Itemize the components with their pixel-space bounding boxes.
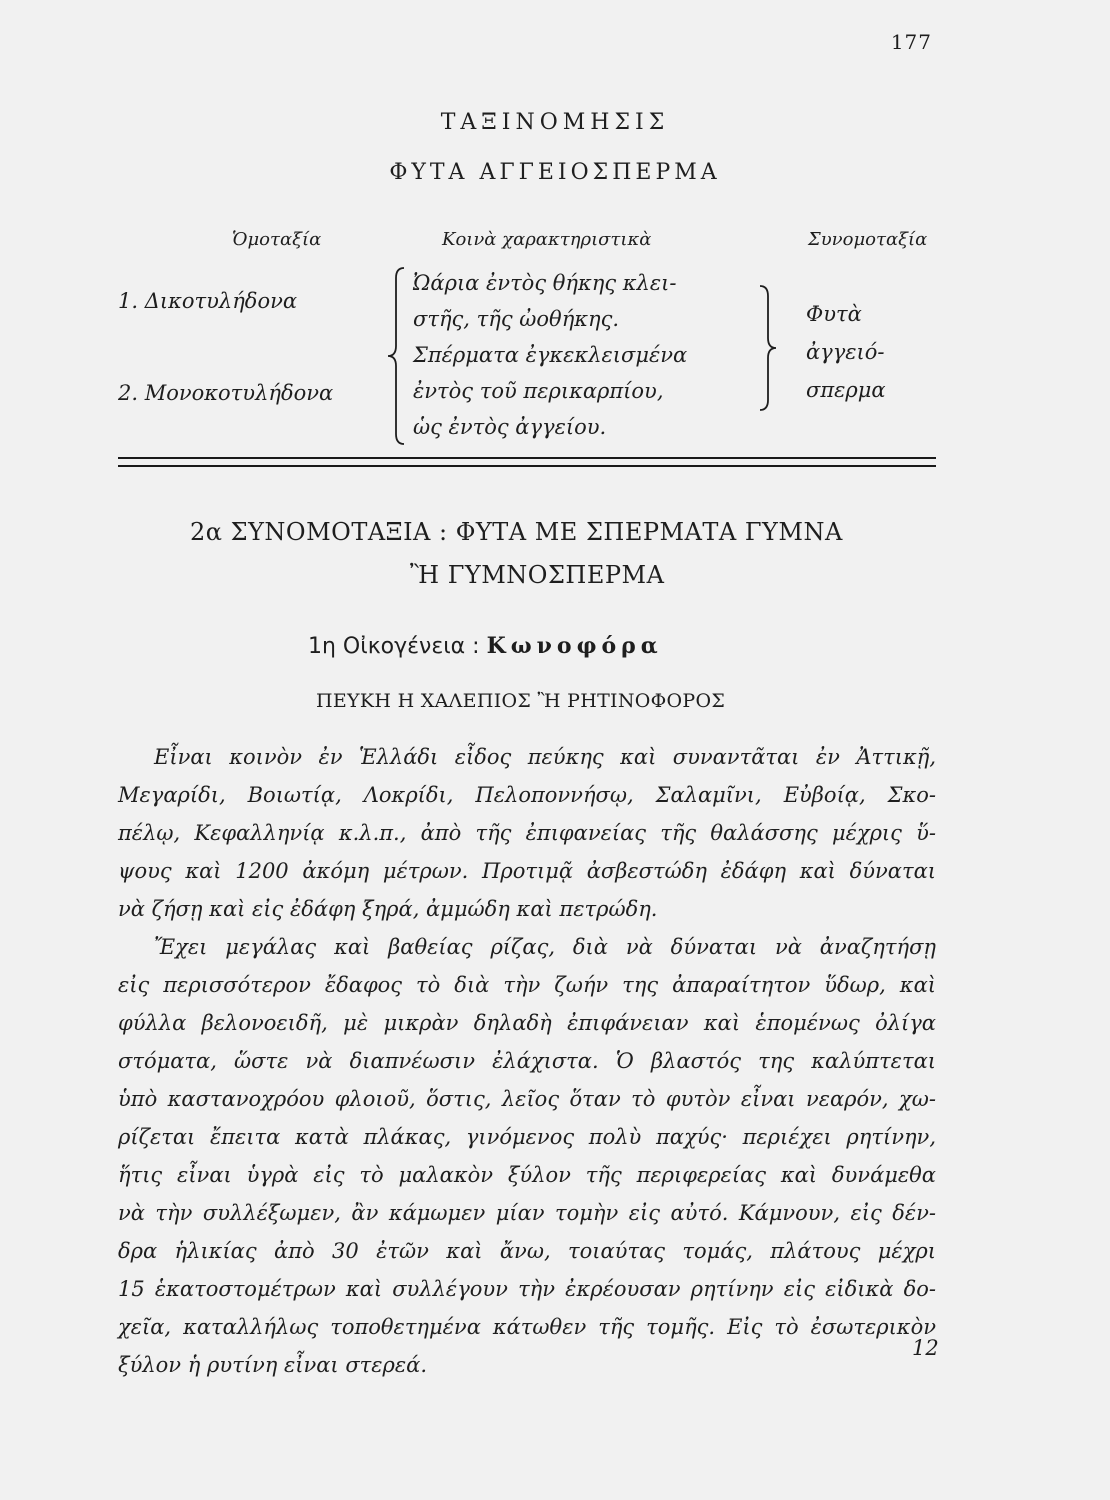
column-header-class: Ὁμοταξία	[232, 229, 322, 250]
divider-rule	[118, 465, 936, 467]
divider-rule	[118, 457, 936, 459]
class-dicotyledons: 1. Δικοτυλήδονα	[118, 289, 298, 313]
family-prefix: 1η Οἰκογένεια :	[308, 634, 480, 659]
body-line: εἰς περισσότερον ἔδαφος τὸ διὰ τὴν ζωήν της ἀπαραίτητον ὕδωρ, καὶ	[118, 973, 936, 997]
body-line: νὰ τὴν συλλέξωμεν, ἂν κάμωμεν μίαν τομὴν εἰς αὐτό. Κάμνουν, εἰς δέν-	[118, 1201, 936, 1225]
body-line: 15 ἑκατοστομέτρων καὶ συλλέγουν τὴν ἐκρέουσαν ρητίνην εἰς εἰδικὰ δο-	[118, 1277, 936, 1301]
characteristic-line: στῆς, τῆς ὠοθήκης.	[413, 307, 620, 331]
family-heading	[308, 633, 663, 659]
body-line: ἥτις εἶναι ὑγρὰ εἰς τὸ μαλακὸν ξύλον τῆς περιφερείας καὶ δυνάμεθα	[118, 1163, 936, 1187]
section-heading-line2: Ἢ ΓΥΜΝΟΣΠΕΡΜΑ	[410, 561, 665, 589]
body-line: ὑπὸ καστανοχρόου φλοιοῦ, ὅστις, λεῖος ὅταν τὸ φυτὸν εἶναι νεαρόν, χω-	[118, 1087, 936, 1111]
body-line: ρίζεται ἔπειτα κατὰ πλάκας, γινόμενος πολὺ παχύς· περιέχει ρητίνην,	[118, 1125, 936, 1149]
page-number: 177	[890, 30, 932, 54]
right-brace-icon	[756, 284, 780, 412]
family-name: Κωνοφόρα	[486, 633, 663, 659]
body-line: Μεγαρίδι, Βοιωτίᾳ, Λοκρίδι, Πελοποννήσῳ, Σαλαμῖνι, Εὐβοίᾳ, Σκο-	[118, 783, 936, 807]
characteristic-line: Ὠάρια ἐντὸς θήκης κλει-	[413, 271, 677, 295]
body-line: νὰ ζήσῃ καὶ εἰς ἐδάφη ξηρά, ἀμμώδη καὶ πετρώδη.	[118, 897, 658, 921]
division-label	[806, 295, 886, 409]
section-heading-line1: 2α ΣΥΝΟΜΟΤΑΞΙΑ : ΦΥΤΑ ΜΕ ΣΠΕΡΜΑΤΑ ΓΥΜΝΑ	[190, 518, 843, 546]
division-line: σπερμα	[806, 378, 886, 402]
body-text	[118, 738, 936, 1384]
division-line: ἀγγειό-	[806, 340, 885, 364]
column-header-division: Συνομοταξία	[808, 229, 928, 250]
body-line: δρα ἡλικίας ἀπὸ 30 ἐτῶν καὶ ἄνω, τοιαύτας τομάς, πλάτους μέχρι	[118, 1239, 936, 1263]
body-line: ψους καὶ 1200 ἀκόμη μέτρων. Προτιμᾷ ἀσβεστώδη ἐδάφη καὶ δύναται	[118, 859, 936, 883]
column-header-characteristics: Κοινὰ χαρακτηριστικὰ	[442, 229, 652, 250]
body-line: πέλῳ, Κεφαλληνίᾳ κ.λ.π., ἀπὸ τῆς ἐπιφανείας τῆς θαλάσσης μέχρις ὕ-	[118, 821, 936, 845]
species-title: ΠΕΥΚΗ Η ΧΑΛΕΠΙΟΣ Ἢ ΡΗΤΙΝΟΦΟΡΟΣ	[316, 690, 726, 712]
common-characteristics	[413, 265, 687, 445]
body-line: Εἶναι κοινὸν ἐν Ἑλλάδι εἶδος πεύκης καὶ συναντᾶται ἐν Ἀττικῇ,	[154, 745, 936, 769]
page-subtitle: ΦΥΤΑ ΑΓΓΕΙΟΣΠΕΡΜΑ	[389, 160, 721, 185]
characteristic-line: Σπέρματα ἐγκεκλεισμένα	[413, 343, 688, 367]
signature-mark: 12	[912, 1336, 939, 1360]
characteristic-line: ὡς ἐντὸς ἀγγείου.	[413, 415, 607, 439]
class-monocotyledons: 2. Μονοκοτυλήδονα	[118, 381, 334, 405]
body-line: στόματα, ὥστε νὰ διαπνέωσιν ἐλάχιστα. Ὁ βλαστός της καλύπτεται	[118, 1049, 936, 1073]
left-brace-icon	[384, 266, 408, 446]
characteristic-line: ἐντὸς τοῦ περικαρπίου,	[413, 379, 664, 403]
body-line: ξύλον ἡ ρυτίνη εἶναι στερεά.	[118, 1353, 428, 1377]
body-line: Ἔχει μεγάλας καὶ βαθείας ρίζας, διὰ νὰ δύναται νὰ ἀναζητήσῃ	[154, 935, 936, 959]
division-line: Φυτὰ	[806, 302, 862, 326]
body-line: χεῖα, καταλλήλως τοποθετημένα κάτωθεν τῆς τομῆς. Εἰς τὸ ἐσωτερικὸν	[118, 1315, 936, 1339]
page-title: ΤΑΞΙΝΟΜΗΣΙΣ	[440, 110, 670, 135]
body-line: φύλλα βελονοειδῆ, μὲ μικρὰν δηλαδὴ ἐπιφάνειαν καὶ ἑπομένως ὀλίγα	[118, 1011, 936, 1035]
